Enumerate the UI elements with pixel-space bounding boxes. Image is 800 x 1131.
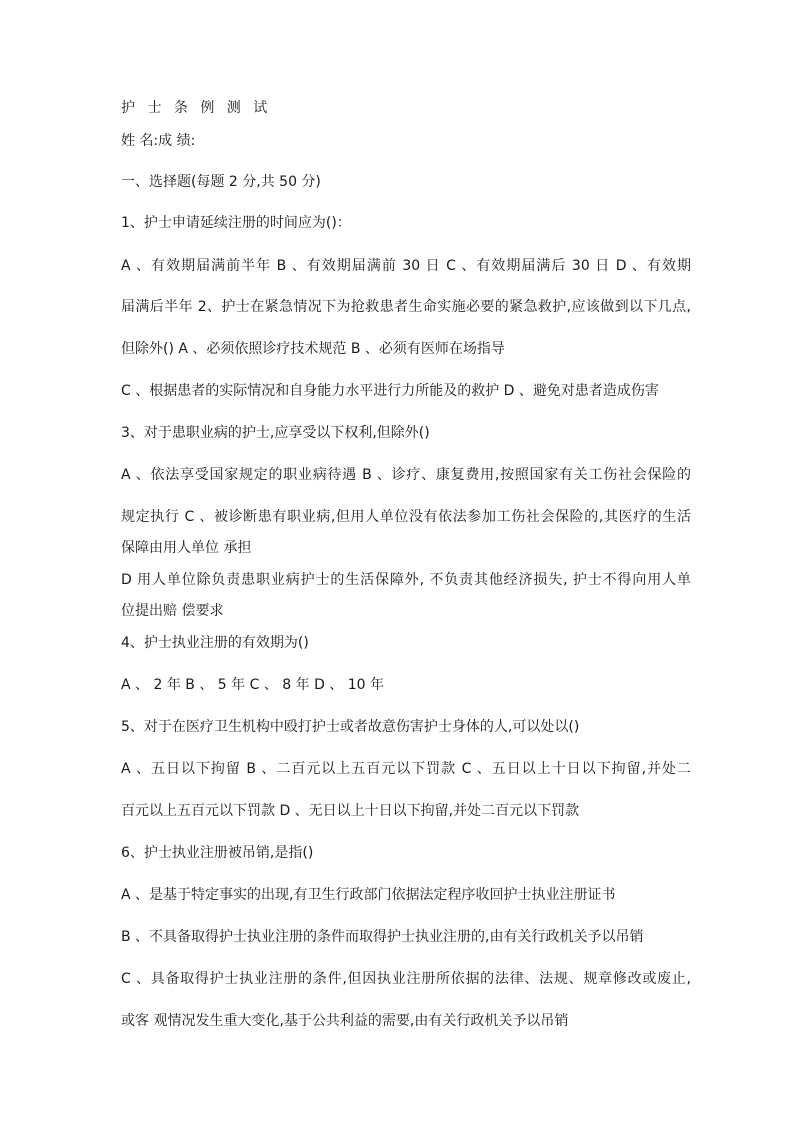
document-title: 护 士 条 例 测 试 xyxy=(121,100,272,116)
question-5-stem: 5、对于在医疗卫生机构中殴打护士或者故意伤害护士身体的人,可以处以() xyxy=(121,719,580,735)
question-1-options: A 、有效期届满前半年 B 、有效期届满前 30 日 C 、有效期届满后 30 日 D 、有效期 xyxy=(121,258,691,274)
question-3-options-cont: 规定执行 C 、被诊断患有职业病,但用人单位没有依法参加工伤社会保险的,其医疗的生活 xyxy=(121,509,691,525)
question-6-option-b: B 、不具备取得护士执业注册的条件而取得护士执业注册的,由有关行政机关予以吊销 xyxy=(121,929,644,945)
question-4-options: A 、 2 年 B 、 5 年 C 、 8 年 D 、 10 年 xyxy=(121,677,385,693)
question-6-stem: 6、护士执业注册被吊销,是指() xyxy=(121,845,314,861)
question-3-stem: 3、对于患职业病的护士,应享受以下权利,但除外() xyxy=(121,425,430,441)
question-5-options-cont: 百元以上五百元以下罚款 D 、无日以上十日以下拘留,并处二百元以下罚款 xyxy=(121,803,580,819)
section-header: 一、选择题(每题 2 分,共 50 分) xyxy=(121,174,321,190)
question-6-option-c-cont: 或客 观情况发生重大变化,基于公共利益的需要,由有关行政机关予以吊销 xyxy=(121,1013,569,1029)
question-3-options: A 、依法享受国家规定的职业病待遇 B 、诊疗、康复费用,按照国家有关工伤社会保险的 xyxy=(121,467,691,483)
question-3-options-cont2: 保障由用人单位 承担 xyxy=(121,540,252,556)
question-2-options-cont: C 、根据患者的实际情况和自身能力水平进行力所能及的救护 D 、避免对患者造成伤害 xyxy=(121,383,659,399)
question-5-options: A 、五日以下拘留 B 、二百元以上五百元以下罚款 C 、五日以上十日以下拘留,并处二 xyxy=(121,761,691,777)
question-6-option-a: A 、是基于特定事实的出现,有卫生行政部门依据法定程序收回护士执业注册证书 xyxy=(121,887,616,903)
question-2-options: 但除外() A 、必须依照诊疗技术规范 B 、必须有医师在场指导 xyxy=(121,341,505,357)
question-1-options-cont: 届满后半年 2、护士在紧急情况下为抢救患者生命实施必要的紧急救护,应该做到以下几点, xyxy=(121,299,691,315)
question-3-option-d: D 用人单位除负责患职业病护士的生活保障外, 不负责其他经济损失, 护士不得向用人单 xyxy=(121,572,691,588)
question-1-stem: 1、护士申请延续注册的时间应为()： xyxy=(121,215,351,231)
question-3-option-d-cont: 位提出赔 偿要求 xyxy=(121,603,224,619)
question-4-stem: 4、护士执业注册的有效期为() xyxy=(121,635,309,651)
name-score-line: 姓 名:成 绩: xyxy=(121,133,196,149)
question-6-option-c: C 、具备取得护士执业注册的条件,但因执业注册所依据的法律、法规、规章修改或废止, xyxy=(121,971,691,987)
